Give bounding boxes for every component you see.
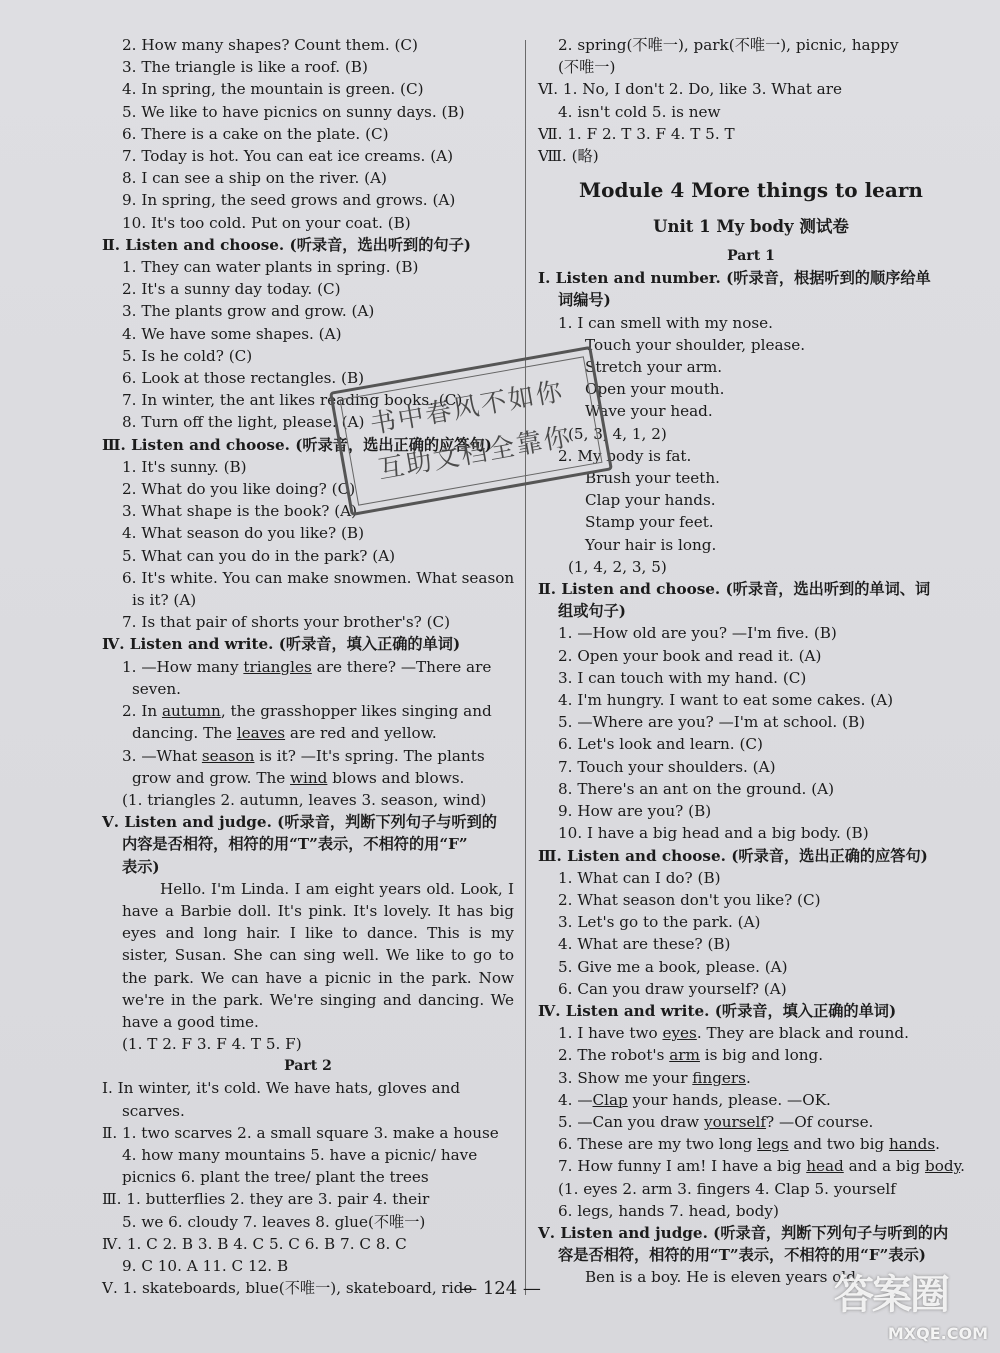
right-line: Ⅶ. 1. F 2. T 3. F 4. T 5. T <box>538 124 735 143</box>
right-line: 7. Touch your shoulders. (A) <box>558 757 776 776</box>
right-line: Part 1 <box>727 248 775 265</box>
left-line: 3. The plants grow and grow. (A) <box>122 302 375 321</box>
left-line: Ⅲ. 1. butterflies 2. they are 3. pair 4. their <box>102 1190 430 1209</box>
left-line: Ⅴ. Listen and judge. (听录音，判断下列句子与听到的 <box>102 813 497 832</box>
left-line: (1. T 2. F 3. F 4. T 5. F) <box>122 1035 302 1054</box>
right-line: 4. I'm hungry. I want to eat some cakes. (A) <box>558 691 894 710</box>
right-line: 5. —Where are you? —I'm at school. (B) <box>558 713 866 732</box>
right-line: 1. I can smell with my nose. <box>558 313 773 332</box>
left-line: 2. How many shapes? Count them. (C) <box>122 36 418 54</box>
left-line: Part 2 <box>284 1058 332 1075</box>
left-line: scarves. <box>122 1101 185 1120</box>
stamp-line-2: 互助文档全靠你 <box>375 421 575 486</box>
left-line: 6. There is a cake on the plate. (C) <box>122 124 389 143</box>
left-line: 10. It's too cold. Put on your coat. (B) <box>122 213 411 232</box>
left-line: 4. how many mountains 5. have a picnic/ have <box>122 1145 478 1164</box>
left-line: 4. In spring, the mountain is green. (C) <box>122 80 424 99</box>
column-divider <box>525 40 526 1295</box>
right-line: 6. legs, hands 7. head, body) <box>558 1201 779 1220</box>
right-line: Ⅱ. Listen and choose. (听录音，选出听到的单词、词 <box>538 580 931 599</box>
left-line: (1. triangles 2. autumn, leaves 3. season, wind) <box>122 790 487 809</box>
right-line: 2. Open your book and read it. (A) <box>558 646 822 665</box>
left-line: picnics 6. plant the tree/ plant the trees <box>122 1168 429 1187</box>
right-line: 5. —Can you draw yourself? —Of course. <box>558 1112 874 1131</box>
left-line: 8. I can see a ship on the river. (A) <box>122 169 387 188</box>
watermark <box>798 1263 988 1343</box>
left-line: 8. Turn off the light, please. (A) <box>122 413 365 432</box>
right-line: 2. The robot's arm is big and long. <box>558 1046 824 1065</box>
right-column <box>538 34 964 1289</box>
right-line: Ben is a boy. He is eleven years old. <box>585 1268 861 1287</box>
left-line: 2. It's a sunny day today. (C) <box>122 280 341 299</box>
right-line: 3. Let's go to the park. (A) <box>558 913 761 932</box>
left-line: Ⅳ. 1. C 2. B 3. B 4. C 5. C 6. B 7. C 8. C <box>102 1234 407 1253</box>
left-line: 1. It's sunny. (B) <box>122 457 247 476</box>
right-line: Touch your shoulder, please. <box>585 335 806 354</box>
right-line: 10. I have a big head and a big body. (B) <box>558 824 869 843</box>
left-line: 6. It's white. You can make snowmen. What season <box>122 568 515 587</box>
left-column <box>102 34 514 1299</box>
left-line: 2. What do you like doing? (C) <box>122 480 356 499</box>
left-line: 6. Look at those rectangles. (B) <box>122 369 365 388</box>
left-line: 7. In winter, the ant likes reading books. (C) <box>122 391 463 410</box>
left-line: 5. What can you do in the park? (A) <box>122 546 396 565</box>
right-line: 1. I have two eyes. They are black and round. <box>558 1024 909 1043</box>
left-line: 4. We have some shapes. (A) <box>122 324 342 343</box>
right-line: 9. How are you? (B) <box>558 802 712 821</box>
right-line: (不唯一) <box>558 58 616 77</box>
right-line: 1. —How old are you? —I'm five. (B) <box>558 624 837 643</box>
right-line: Ⅷ. (略) <box>538 147 599 166</box>
right-line: 容是否相符，相符的用“T”表示，不相符的用“F”表示) <box>558 1246 926 1265</box>
left-line: 1. They can water plants in spring. (B) <box>122 258 419 277</box>
right-line: 2. My body is fat. <box>558 446 692 465</box>
right-line: 6. Let's look and learn. (C) <box>558 735 763 754</box>
right-line: 5. Give me a book, please. (A) <box>558 957 788 976</box>
right-line: 4. —Clap your hands, please. —OK. <box>558 1090 831 1109</box>
right-line: 2. spring(不唯一), park(不唯一), picnic, happy <box>558 36 899 54</box>
right-line: Clap your hands. <box>585 491 716 510</box>
left-line: grow and grow. The wind blows and blows. <box>132 768 465 787</box>
left-line: dancing. The leaves are red and yellow. <box>132 724 437 743</box>
right-line: (1. eyes 2. arm 3. fingers 4. Clap 5. yourself <box>558 1179 896 1198</box>
left-line: seven. <box>132 679 181 698</box>
right-line: Stretch your arm. <box>585 358 723 377</box>
left-line: Ⅲ. Listen and choose. (听录音，选出正确的应答句) <box>102 435 492 454</box>
right-line: Ⅴ. Listen and judge. (听录音，判断下列句子与听到的内 <box>538 1223 949 1242</box>
left-line: 3. What shape is the book? (A) <box>122 502 358 521</box>
right-line: Your hair is long. <box>585 535 717 554</box>
left-line: is it? (A) <box>132 591 197 610</box>
left-line: 5. Is he cold? (C) <box>122 346 253 365</box>
right-line: 4. What are these? (B) <box>558 935 731 954</box>
right-line: Ⅳ. Listen and write. (听录音，填入正确的单词) <box>538 1001 897 1020</box>
left-line: Ⅴ. 1. skateboards, blue(不唯一), skateboard, ride <box>102 1279 473 1298</box>
right-line: (1, 4, 2, 3, 5) <box>568 557 667 576</box>
right-line: 1. What can I do? (B) <box>558 868 721 887</box>
left-line: 9. In spring, the seed grows and grows. (A) <box>122 191 456 210</box>
right-line: 6. These are my two long legs and two big hands. <box>558 1135 940 1154</box>
watermark-url: MXQE.COM <box>887 1324 988 1343</box>
left-line: Hello. I'm Linda. I am eight years old. Look, I have a Barbie doll. It's pink. It's lovely. It has big eyes and long hair. I like to dance. This is my sister, Susan. She can sing well. We like to go to the park. We can have a picnic in the park. Now we're in the park. We're singing and dancing. We have a good time. <box>122 879 514 1031</box>
watermark-logo: 答案圈 <box>834 1272 948 1318</box>
right-line: (5, 3, 4, 1, 2) <box>568 424 667 443</box>
right-line: 2. What season don't you like? (C) <box>558 890 821 909</box>
right-line: Ⅵ. 1. No, I don't 2. Do, like 3. What are <box>538 80 842 99</box>
right-line: 4. isn't cold 5. is new <box>558 102 721 121</box>
left-line: 7. Today is hot. You can eat ice creams. (A) <box>122 147 454 166</box>
right-line: Open your mouth. <box>585 380 725 399</box>
left-line: 2. In autumn, the grasshopper likes singing and <box>122 702 492 721</box>
left-line: 表示) <box>122 857 160 876</box>
right-line: 词编号) <box>558 291 611 310</box>
right-line: 3. Show me your fingers. <box>558 1068 751 1087</box>
left-line: 5. we 6. cloudy 7. leaves 8. glue(不唯一) <box>122 1212 426 1231</box>
right-line: 7. How funny I am! I have a big head and a big body. <box>558 1157 965 1176</box>
left-line: Ⅱ. Listen and choose. (听录音，选出听到的句子) <box>102 235 471 254</box>
right-line: 6. Can you draw yourself? (A) <box>558 979 787 998</box>
right-line: Unit 1 My body 测试卷 <box>653 217 849 237</box>
stamp-line-1: 书中春风不如你 <box>367 376 567 441</box>
right-line: Stamp your feet. <box>585 513 714 532</box>
left-line: 9. C 10. A 11. C 12. B <box>122 1256 289 1275</box>
left-line: 7. Is that pair of shorts your brother's? (C) <box>122 613 451 632</box>
right-line: 3. I can touch with my hand. (C) <box>558 668 807 687</box>
right-line: Module 4 More things to learn <box>579 178 923 203</box>
left-line: Ⅱ. 1. two scarves 2. a small square 3. make a house <box>102 1123 499 1142</box>
right-line: 组或句子) <box>558 602 626 621</box>
right-line: Ⅲ. Listen and choose. (听录音，选出正确的应答句) <box>538 846 928 865</box>
right-line: Ⅰ. Listen and number. (听录音，根据听到的顺序给单 <box>538 269 931 288</box>
left-line: Ⅰ. In winter, it's cold. We have hats, gloves and <box>102 1079 461 1098</box>
right-line: Wave your head. <box>585 402 713 421</box>
left-line: 5. We like to have picnics on sunny days. (B) <box>122 102 465 121</box>
left-line: 内容是否相符，相符的用“T”表示，不相符的用“F” <box>122 835 468 854</box>
page-number: — 124 — <box>459 1278 541 1299</box>
left-line: Ⅳ. Listen and write. (听录音，填入正确的单词) <box>102 635 461 654</box>
right-line: Brush your teeth. <box>585 469 720 488</box>
left-line: 4. What season do you like? (B) <box>122 524 364 543</box>
left-line: 3. The triangle is like a roof. (B) <box>122 58 368 77</box>
right-line: 8. There's an ant on the ground. (A) <box>558 779 835 798</box>
left-line: 1. —How many triangles are there? —There are <box>122 657 492 676</box>
left-line: 3. —What season is it? —It's spring. The plants <box>122 746 485 765</box>
